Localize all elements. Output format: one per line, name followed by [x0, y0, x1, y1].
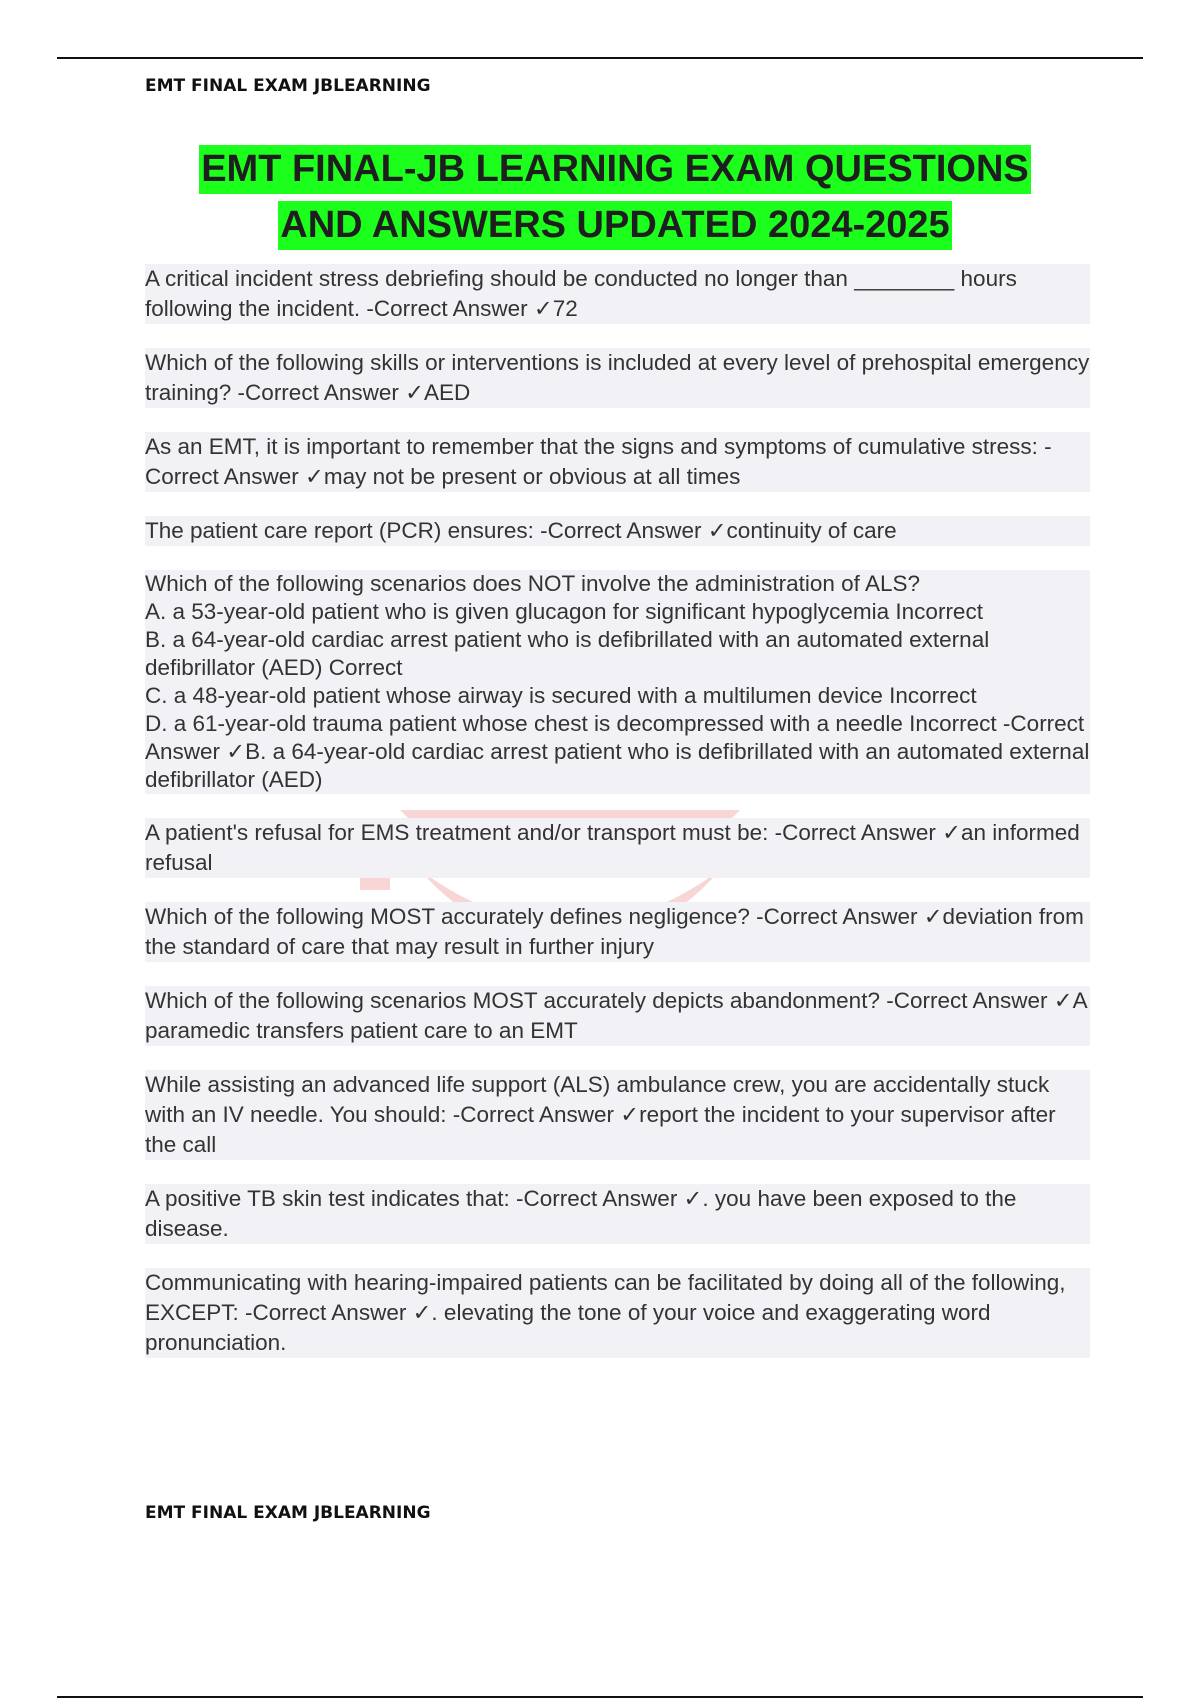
bottom-rule [57, 1696, 1143, 1698]
qa-text: Which of the following skills or interventions is included at every level of prehospital emergency training? -Correct Answer ✓AED [145, 348, 1090, 408]
qa-item [145, 986, 1090, 1046]
qa-option: C. a 48-year-old patient whose airway is secured with a multilumen device Incorrect [145, 682, 1090, 710]
page-footer: EMT FINAL EXAM JBLEARNING [145, 1503, 431, 1523]
qa-text: A patient's refusal for EMS treatment and/or transport must be: -Correct Answer ✓an informed refusal [145, 818, 1090, 878]
qa-item-multiple-choice [145, 570, 1090, 794]
qa-item [145, 264, 1090, 324]
qa-item [145, 902, 1090, 962]
qa-option: B. a 64-year-old cardiac arrest patient who is defibrillated with an automated external defibrillator (AED) Correct [145, 626, 1090, 682]
qa-text: Which of the following MOST accurately defines negligence? -Correct Answer ✓deviation from the standard of care that may result in further injury [145, 902, 1090, 962]
qa-item [145, 516, 1090, 546]
qa-item [145, 432, 1090, 492]
qa-list [145, 264, 1090, 1382]
qa-item [145, 818, 1090, 878]
qa-text: As an EMT, it is important to remember that the signs and symptoms of cumulative stress: -Correct Answer ✓may not be present or obvious at all times [145, 432, 1090, 492]
page-header: EMT FINAL EXAM JBLEARNING [145, 76, 431, 96]
document-title [145, 145, 1085, 257]
qa-text: A positive TB skin test indicates that: -Correct Answer ✓. you have been exposed to the disease. [145, 1184, 1090, 1244]
title-line-1: EMT FINAL-JB LEARNING EXAM QUESTIONS [199, 145, 1031, 194]
qa-option: A. a 53-year-old patient who is given glucagon for significant hypoglycemia Incorrect [145, 598, 1090, 626]
qa-text: Which of the following scenarios MOST accurately depicts abandonment? -Correct Answer ✓A paramedic transfers patient care to an EMT [145, 986, 1090, 1046]
qa-text: The patient care report (PCR) ensures: -Correct Answer ✓continuity of care [145, 516, 1090, 546]
top-rule [57, 57, 1143, 59]
qa-item [145, 1268, 1090, 1358]
qa-text: Communicating with hearing-impaired patients can be facilitated by doing all of the following, EXCEPT: -Correct Answer ✓. elevating the tone of your voice and exaggerating word pronunciation. [145, 1268, 1090, 1358]
qa-text: While assisting an advanced life support (ALS) ambulance crew, you are accidentally stuck with an IV needle. You should: -Correct Answer ✓report the incident to your supervisor after the call [145, 1070, 1090, 1160]
qa-text: A critical incident stress debriefing should be conducted no longer than ________ hours following the incident. -Correct Answer ✓72 [145, 264, 1090, 324]
qa-item [145, 1070, 1090, 1160]
qa-item [145, 348, 1090, 408]
qa-item [145, 1184, 1090, 1244]
title-line-2: AND ANSWERS UPDATED 2024-2025 [278, 201, 951, 250]
qa-option: D. a 61-year-old trauma patient whose chest is decompressed with a needle Incorrect -Correct Answer ✓B. a 64-year-old cardiac arrest patient who is defibrillated with an automated external defibrillator (AED) [145, 711, 1090, 792]
qa-question: Which of the following scenarios does NOT involve the administration of ALS? [145, 570, 1090, 598]
